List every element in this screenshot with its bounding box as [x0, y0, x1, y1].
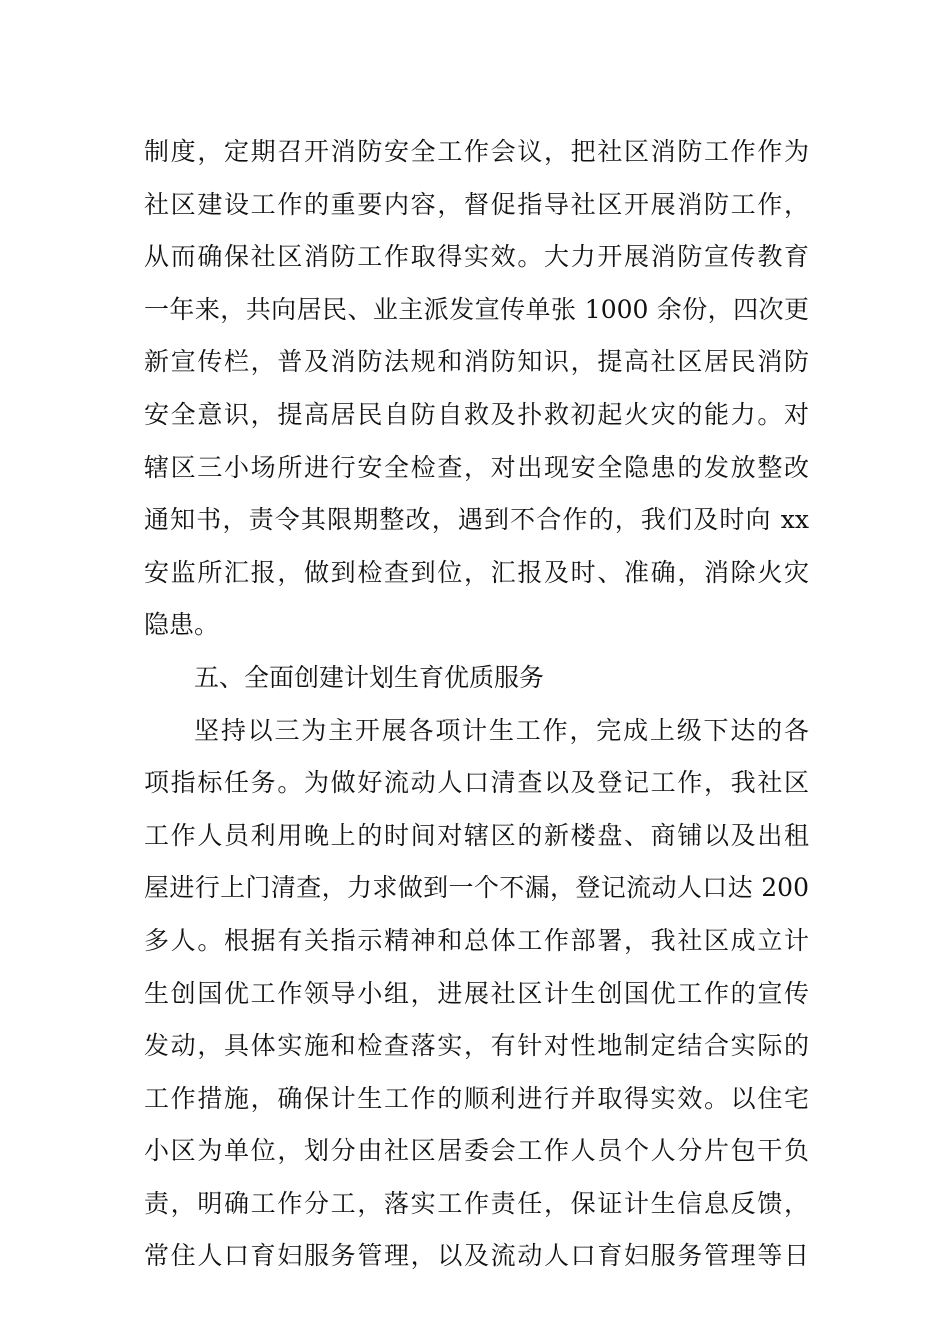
text-line: 制度，定期召开消防安全工作会议，把社区消防工作作为: [144, 137, 809, 166]
text-line: 辖区三小场所进行安全检查，对出现安全隐患的发放整改: [144, 452, 809, 482]
text-line: 责，明确工作分工，落实工作责任，保证计生信息反馈，: [144, 1188, 809, 1218]
text-line: 从而确保社区消防工作取得实效。大力开展消防宣传教育: [144, 242, 809, 272]
text-line: 一年来，共向居民、业主派发宣传单张 1000 余份，四次更: [144, 294, 809, 324]
text-line: 社区建设工作的重要内容，督促指导社区开展消防工作，: [144, 189, 809, 219]
text-line: 发动，具体实施和检查落实，有针对性地制定结合实际的: [144, 1031, 809, 1061]
text-line: 屋进行上门清查，力求做到一个不漏，登记流动人口达 200: [144, 873, 809, 903]
text-line: 多人。根据有关指示精神和总体工作部署，我社区成立计: [144, 925, 809, 955]
text-line: 项指标任务。为做好流动人口清查以及登记工作，我社区: [144, 768, 809, 798]
text-line: 通知书，责令其限期整改，遇到不合作的，我们及时向 xx: [144, 505, 809, 535]
text-line: 生创国优工作领导小组，进展社区计生创国优工作的宣传: [144, 978, 809, 1008]
text-line: 安监所汇报，做到检查到位，汇报及时、准确，消除火灾: [144, 557, 809, 587]
text-line: 工作人员利用晚上的时间对辖区的新楼盘、商铺以及出租: [144, 820, 809, 850]
text-line: 隐患。: [144, 610, 220, 640]
text-line: 坚持以三为主开展各项计生工作，完成上级下达的各: [194, 715, 809, 745]
body-text: [144, 126, 809, 1283]
text-line: 安全意识，提高居民自防自救及扑救初起火灾的能力。对: [144, 399, 809, 429]
text-line: 常住人口育妇服务管理，以及流动人口育妇服务管理等日: [144, 1241, 809, 1271]
text-line: 工作措施，确保计生工作的顺利进行并取得实效。以住宅: [144, 1083, 809, 1113]
text-line: 五、全面创建计划生育优质服务: [194, 662, 545, 692]
text-line: 新宣传栏，普及消防法规和消防知识，提高社区居民消防: [144, 347, 809, 377]
text-line: 小区为单位，划分由社区居委会工作人员个人分片包干负: [144, 1136, 809, 1166]
